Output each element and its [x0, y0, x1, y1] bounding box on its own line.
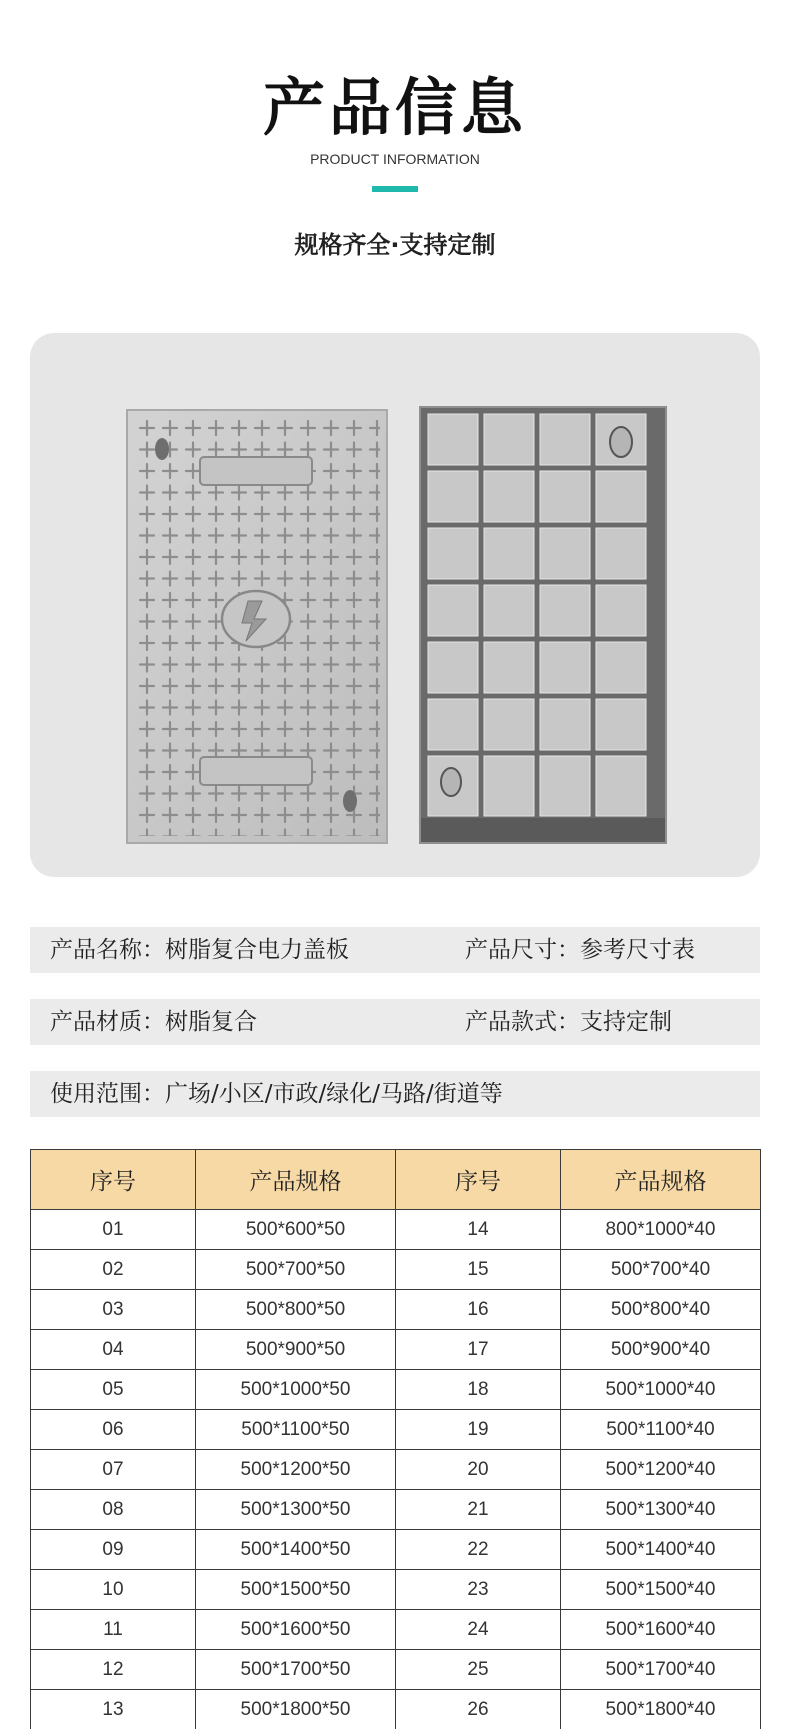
cell: 500*1000*40: [561, 1370, 761, 1410]
cell: 05: [31, 1370, 196, 1410]
cell: 500*1800*50: [196, 1690, 396, 1729]
cell: 04: [31, 1330, 196, 1370]
tagline: 规格齐全·支持定制: [294, 231, 496, 259]
spec-table: [30, 1149, 761, 1729]
header-spec-left: 产品规格: [196, 1150, 396, 1210]
cell: 500*1500*50: [196, 1570, 396, 1610]
cell: 500*1400*50: [196, 1530, 396, 1570]
cell: 02: [31, 1250, 196, 1290]
table-row: [31, 1490, 761, 1530]
table-row: [31, 1370, 761, 1410]
cell: 15: [396, 1250, 561, 1290]
cell: 500*600*50: [196, 1210, 396, 1250]
cell: 500*1000*50: [196, 1370, 396, 1410]
page-title: 产品信息: [262, 71, 527, 144]
table-row: [31, 1330, 761, 1370]
info-row-usage: [30, 1071, 760, 1117]
cell: 500*700*40: [561, 1250, 761, 1290]
cell: 20: [396, 1450, 561, 1490]
cover-front-image: [126, 409, 388, 844]
cell: 19: [396, 1410, 561, 1450]
spec-table-header: [31, 1150, 761, 1210]
table-row: [31, 1290, 761, 1330]
cell: 500*900*40: [561, 1330, 761, 1370]
accent-divider: [372, 186, 418, 192]
cell: 18: [396, 1370, 561, 1410]
cell: 22: [396, 1530, 561, 1570]
product-size: 产品尺寸：参考尺寸表: [465, 937, 695, 963]
cell: 16: [396, 1290, 561, 1330]
cell: 500*1100*50: [196, 1410, 396, 1450]
table-row: [31, 1530, 761, 1570]
cell: 08: [31, 1490, 196, 1530]
table-row: [31, 1250, 761, 1290]
product-style: 产品款式：支持定制: [465, 1009, 672, 1035]
table-row: [31, 1610, 761, 1650]
product-name: 产品名称：树脂复合电力盖板: [50, 937, 349, 963]
cell: 21: [396, 1490, 561, 1530]
page-subtitle: PRODUCT INFORMATION: [310, 151, 480, 167]
product-image-panel: [30, 333, 760, 877]
cell: 500*800*40: [561, 1290, 761, 1330]
info-row-material-style: [30, 999, 760, 1045]
cell: 500*1400*40: [561, 1530, 761, 1570]
cell: 500*1600*50: [196, 1610, 396, 1650]
cell: 500*1300*40: [561, 1490, 761, 1530]
cell: 500*1200*40: [561, 1450, 761, 1490]
cell: 500*1500*40: [561, 1570, 761, 1610]
cell: 25: [396, 1650, 561, 1690]
cell: 01: [31, 1210, 196, 1250]
cell: 11: [31, 1610, 196, 1650]
cell: 500*1100*40: [561, 1410, 761, 1450]
table-row: [31, 1210, 761, 1250]
cell: 10: [31, 1570, 196, 1610]
table-row: [31, 1450, 761, 1490]
cell: 500*800*50: [196, 1290, 396, 1330]
cell: 26: [396, 1690, 561, 1729]
header-index-right: 序号: [396, 1150, 561, 1210]
cell: 14: [396, 1210, 561, 1250]
cover-back-image: [419, 406, 667, 844]
table-row: [31, 1570, 761, 1610]
cell: 500*1600*40: [561, 1610, 761, 1650]
cell: 500*1700*40: [561, 1650, 761, 1690]
header-spec-right: 产品规格: [561, 1150, 761, 1210]
cell: 24: [396, 1610, 561, 1650]
cell: 09: [31, 1530, 196, 1570]
product-material: 产品材质：树脂复合: [50, 1009, 257, 1035]
cell: 500*1300*50: [196, 1490, 396, 1530]
cell: 500*700*50: [196, 1250, 396, 1290]
info-row-name-size: [30, 927, 760, 973]
cell: 13: [31, 1690, 196, 1729]
cell: 23: [396, 1570, 561, 1610]
cell: 17: [396, 1330, 561, 1370]
cell: 03: [31, 1290, 196, 1330]
table-row: [31, 1650, 761, 1690]
cell: 800*1000*40: [561, 1210, 761, 1250]
header-index-left: 序号: [31, 1150, 196, 1210]
cell: 06: [31, 1410, 196, 1450]
cover-front-pattern: [128, 411, 386, 842]
cell: 500*1800*40: [561, 1690, 761, 1729]
table-row: [31, 1690, 761, 1729]
cell: 12: [31, 1650, 196, 1690]
table-row: [31, 1410, 761, 1450]
product-usage: 使用范围：广场/小区/市政/绿化/马路/街道等: [50, 1081, 503, 1107]
cell: 500*1700*50: [196, 1650, 396, 1690]
cover-back-grid: [421, 408, 665, 842]
cell: 07: [31, 1450, 196, 1490]
cell: 500*1200*50: [196, 1450, 396, 1490]
cell: 500*900*50: [196, 1330, 396, 1370]
